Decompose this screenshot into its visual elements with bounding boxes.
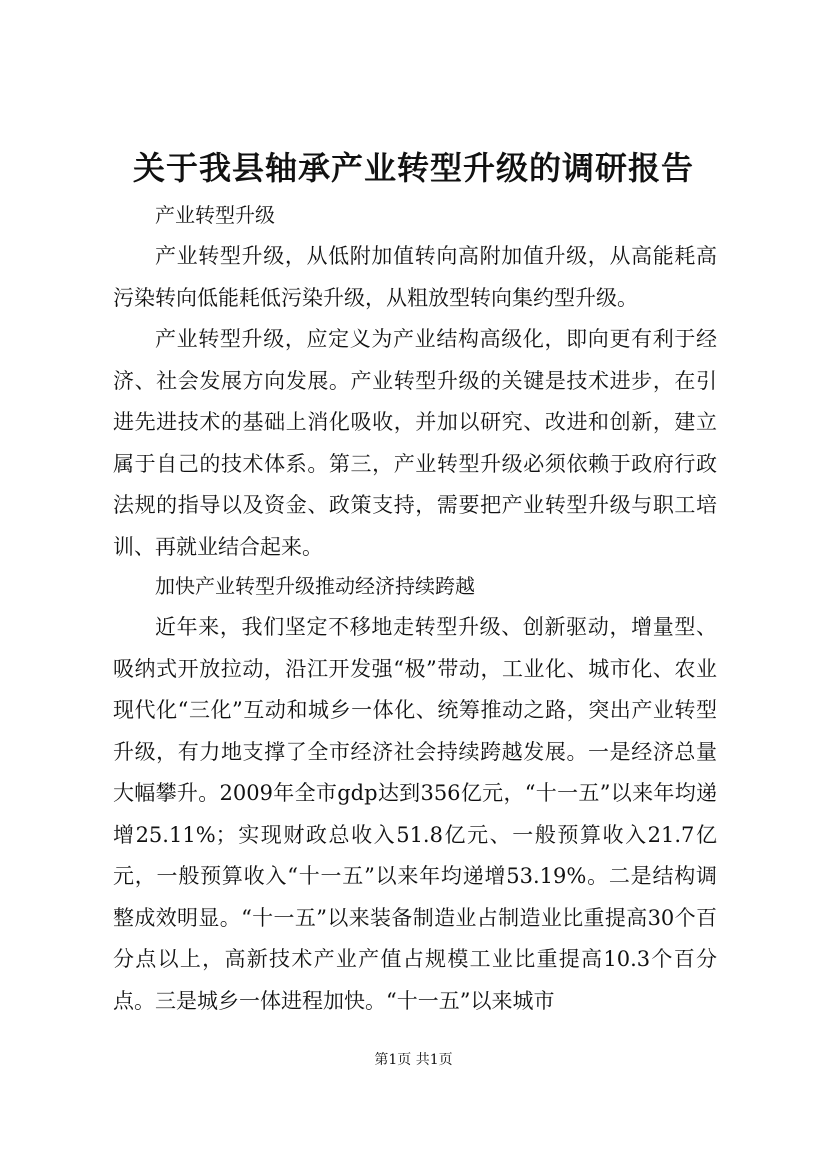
paragraph-definition: 产业转型升级，从低附加值转向高附加值升级，从高能耗高污染转向低能耗低污染升级，从粗放型转向集约型升级。	[113, 244, 717, 310]
document-title: 关于我县轴承产业转型升级的调研报告	[132, 149, 694, 187]
paragraph-upgrade-explanation: 产业转型升级，应定义为产业结构高级化，即向更有利于经济、社会发展方向发展。产业转型升级的关键是技术进步，在引进先进技术的基础上消化吸收，并加以研究、改进和创新，建立属于自己的技术体系。第三，产业转型升级必须依赖于政府行政法规的指导以及资金、政策支持，需要把产业转型升级与职工培训、再就业结合起来。	[113, 327, 717, 559]
section-heading-industry-upgrade: 产业转型升级	[155, 203, 275, 227]
page-footer: 第1页 共1页	[374, 1052, 453, 1068]
paragraph-recent-years: 近年来，我们坚定不移地走转型升级、创新驱动，增量型、吸纳式开放拉动，沿江开发强“极”带动，工业化、城市化、农业现代化“三化”互动和城乡一体化、统筹推动之路，突出产业转型升级，有力地支撑了全市经济社会持续跨越发展。一是经济总量大幅攀升。2009年全市gdp达到356亿元，“十一五”以来年均递增25.11%；实现财政总收入51.8亿元、一般预算收入21.7亿元，一般预算收入“十一五”以来年均递增53.19%。二是结构调整成效明显。“十一五”以来装备制造业占制造业比重提高30个百分点以上，高新技术产业产值占规模工业比重提高10.3个百分点。三是城乡一体进程加快。“十一五”以来城市	[113, 615, 717, 1013]
section-heading-accelerate-upgrade: 加快产业转型升级推动经济持续跨越	[155, 574, 475, 598]
